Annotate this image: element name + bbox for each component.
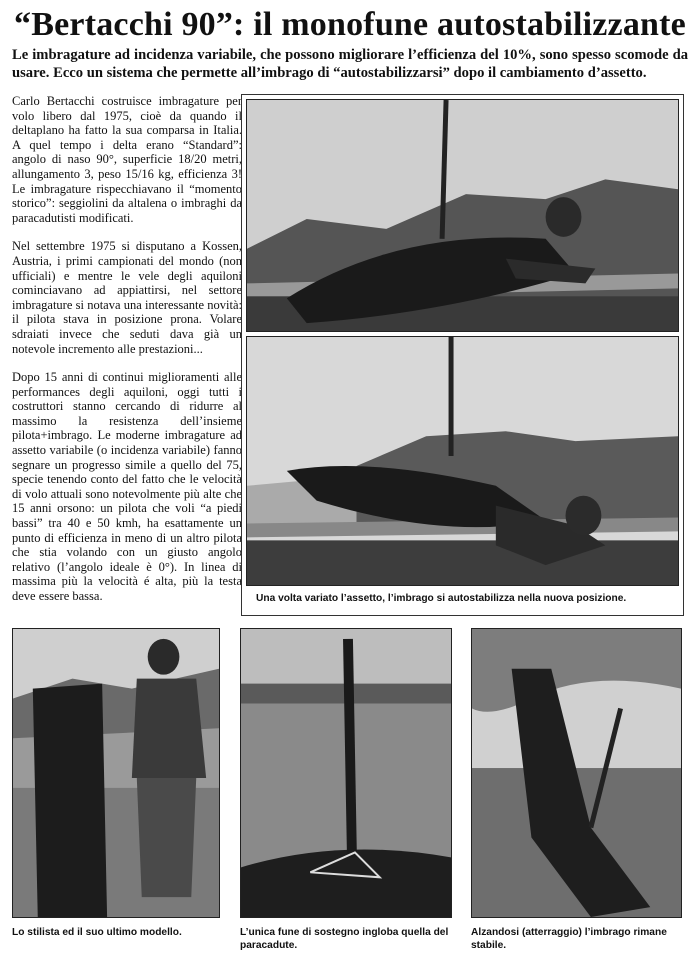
caption-bottom-middle: L’unica fune di sostegno ingloba quella del paracadute. bbox=[240, 927, 449, 951]
article-lead: Le imbragature ad incidenza variabile, che possono migliorare l’efficienza del 10%, sono spesso scomode da usare. Ecco un sistema che permette all’imbrago di “autostabilizzarsi” dopo il cambiamento d’assetto. bbox=[12, 47, 688, 81]
article-body bbox=[12, 94, 242, 618]
photo-harness-head-up bbox=[246, 99, 679, 332]
photo-suspension-line bbox=[240, 628, 452, 918]
body-paragraph: Dopo 15 anni di continui miglioramenti alle performances degli aquiloni, oggi tutti i costruttori stanno cercando di ridurre al massimo la resistenza dell’insieme pilota+imbrago. Le moderne imbragature ad assetto variabile (o incidenza variabile) fanno segnare un progresso simile a quello del 75, specie tenendo conto del fatto che le velocità di volo attuali sono notevolmente più alte che 15 anni orsono: un pilota che voli “a piedi bassi” tra 40 e 50 kmh, ha esattamente un punto di efficienza in meno di un altro pilota che stia volando con un giusto angolo relativo (l’angolo ideale è 0°). In linea di massima più la velocità é alta, più la testa deve essere bassa. bbox=[12, 370, 242, 603]
photo-harness-head-down bbox=[246, 336, 679, 586]
caption-bottom-right: Alzandosi (atterraggio) l’imbrago rimane stabile. bbox=[471, 927, 667, 951]
main-photo-caption: Una volta variato l’assetto, l’imbrago si autostabilizza nella nuova posizione. bbox=[256, 593, 627, 604]
article-title: “Bertacchi 90”: il monofune autostabilizzante bbox=[14, 6, 686, 43]
photo-harness-standing bbox=[471, 628, 682, 918]
photo-designer-with-harness bbox=[12, 628, 220, 918]
body-paragraph: Nel settembre 1975 si disputano a Kossen, Austria, i primi campionati del mondo (non ufficiali) e mentre le vele degli aquiloni cominciavano ad appiattirsi, nel settore imbragature si notava una interessante novità: il pilota stava in posizione prona. Volare sdraiati invece che seduti dava già un notevole incremento alle prestazioni... bbox=[12, 239, 242, 356]
body-paragraph: Carlo Bertacchi costruisce imbragature per volo libero dal 1975, cioè da quando il deltaplano ha fatto la sua comparsa in Italia. A quel tempo i delta erano “Standard”: angolo di naso 90°, superficie 18/20 metri, allungamento 3, peso 15/16 kg, efficienza 3! Le imbragature rispecchiavano il “momento storico”: seggiolini da altalena o imbraghi da paracadutisti modificati. bbox=[12, 94, 242, 225]
caption-bottom-left: Lo stilista ed il suo ultimo modello. bbox=[12, 927, 182, 938]
